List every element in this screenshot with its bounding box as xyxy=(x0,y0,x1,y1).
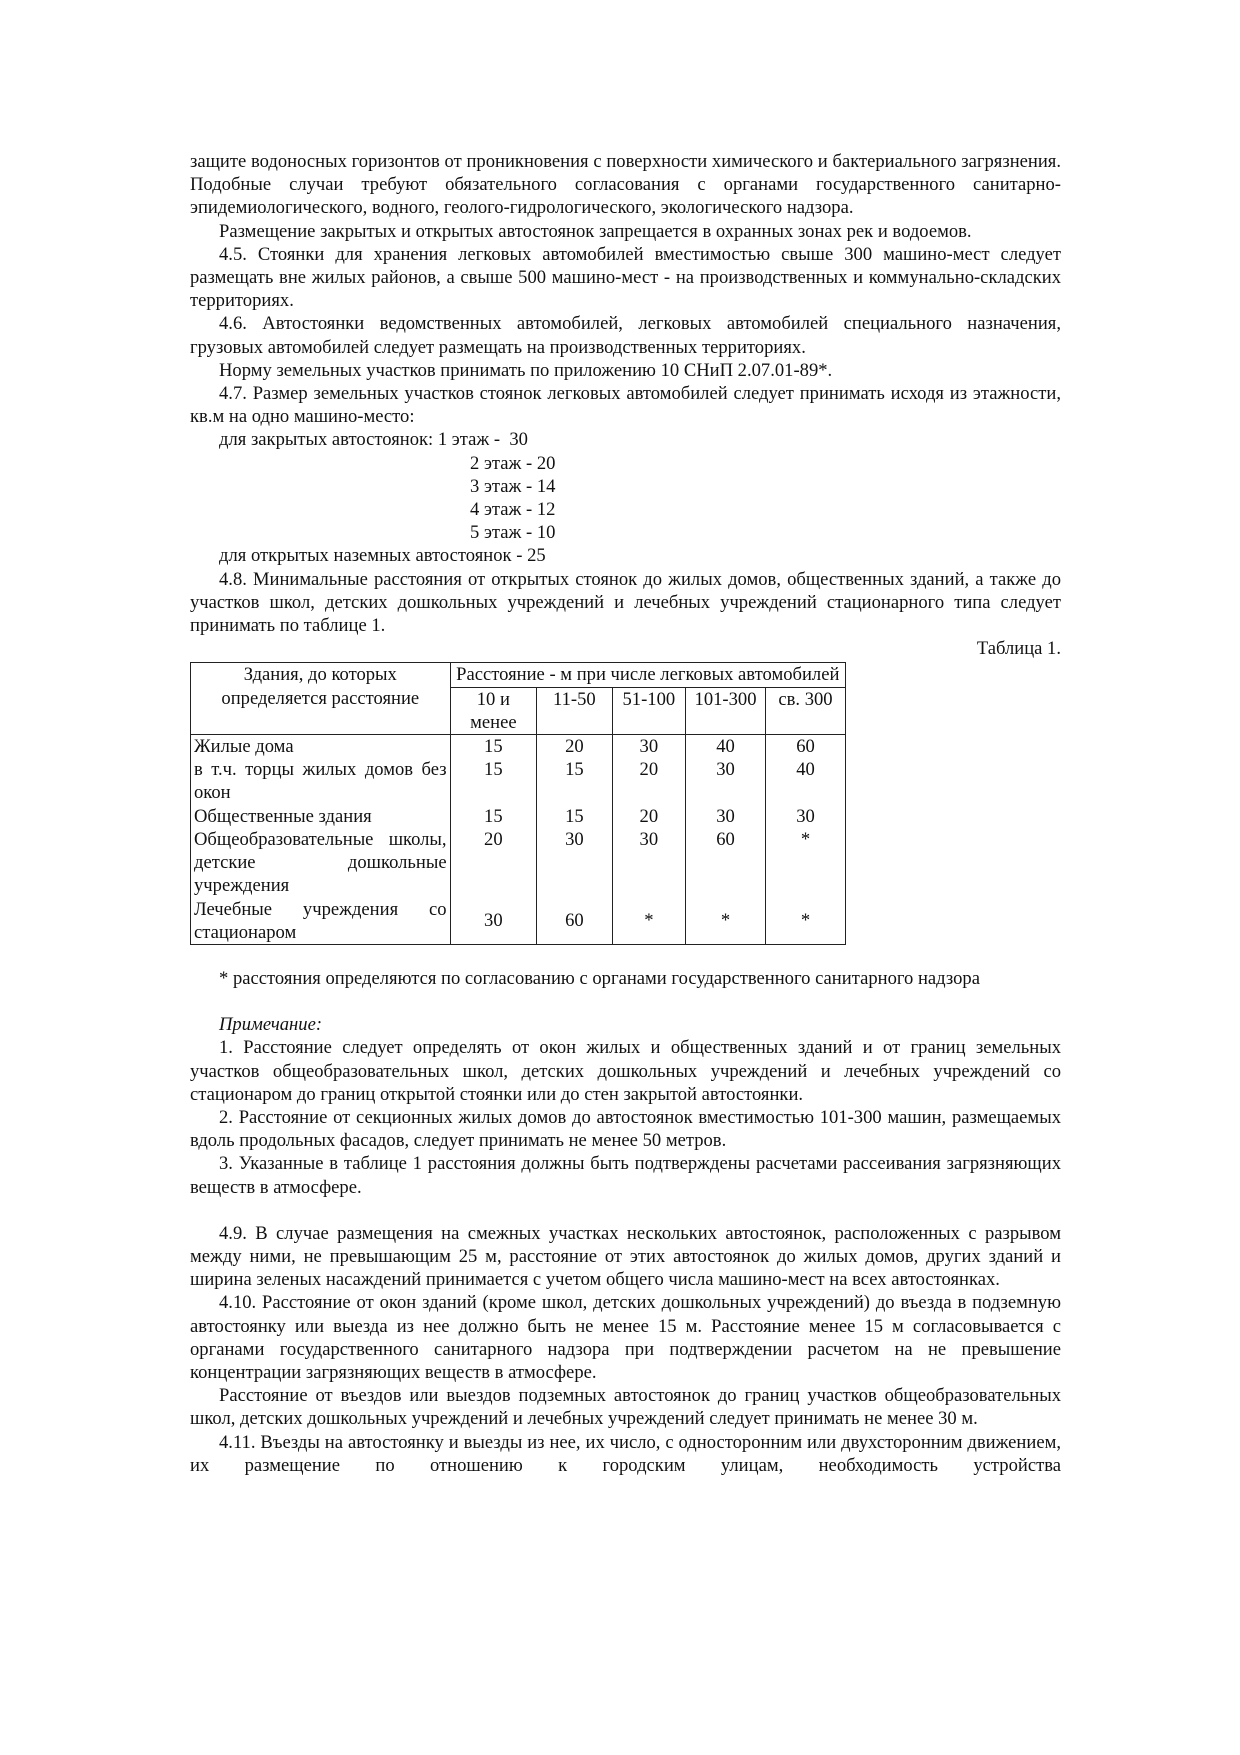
spacer xyxy=(190,990,1061,1013)
table-header-building: Здания, до которых определяется расстояние xyxy=(191,663,451,735)
table-header-distance: Расстояние - м при числе легковых автомобилей xyxy=(450,663,845,687)
table-cell: 30 xyxy=(686,758,766,804)
table-cell: 20 xyxy=(612,805,685,828)
open-parking-norm: для открытых наземных автостоянок - 25 xyxy=(219,545,546,567)
note-1: 1. Расстояние следует определять от окон жилых и общественных зданий и от границ земельных участков общеобразовательных школ, детских дошкольных учреждений и лечебных учреждений со стационаром до границ открытой стоянки или до стен закрытой автостоянки. xyxy=(190,1037,1061,1105)
table-cell: * xyxy=(686,898,766,945)
row-building-name: в т.ч. торцы жилых домов без окон xyxy=(191,758,451,804)
table-cell: 15 xyxy=(450,758,537,804)
paragraph-4-10: 4.10. Расстояние от окон зданий (кроме школ, детских дошкольных учреждений) до въезда в подземную автостоянку или выезда из нее должно быть не менее 15 м. Расстояние менее 15 м согласовывается с органами государственного санитарного надзора при подтверждении расчетом на не превышение концентрации загрязняющих веществ в атмосфере. xyxy=(190,1292,1061,1383)
table-cell: 60 xyxy=(765,735,845,759)
table-cell: 60 xyxy=(537,898,613,945)
table-cell: * xyxy=(612,898,685,945)
paragraph-continuation: защите водоносных горизонтов от проникновения с поверхности химического и бактериального загрязнения. Подобные случаи требуют обязательного согласования с органами государственного санитарно-эпидемиологического, водного, геолого-гидрологического, экологического надзора. xyxy=(190,151,1061,219)
column-header: 101-300 xyxy=(686,687,766,734)
paragraph-entrance-distance: Расстояние от въездов или выездов подземных автостоянок до границ участков общеобразовательных школ, детских дошкольных учреждений и лечебных учреждений следует принимать не менее 30 м. xyxy=(190,1385,1061,1430)
note-3: 3. Указанные в таблице 1 расстояния должны быть подтверждены расчетами рассеивания загрязняющих веществ в атмосфере. xyxy=(190,1153,1061,1198)
paragraph-4-5: 4.5. Стоянки для хранения легковых автомобилей вместимостью свыше 300 машино-мест следует размещать вне жилых районов, а свыше 500 машино-мест - на производственных и коммунально-складских территориях. xyxy=(190,243,1061,312)
table-caption: Таблица 1. xyxy=(976,638,1061,660)
table-row xyxy=(191,735,846,759)
note-title: Примечание: xyxy=(219,1014,323,1036)
note-2: 2. Расстояние от секционных жилых домов до автостоянок вместимостью 101-300 машин, размещаемых вдоль продольных фасадов, следует принимать не менее 50 метров. xyxy=(190,1106,1061,1152)
table-cell: 30 xyxy=(612,828,685,898)
table-cell: 15 xyxy=(450,805,537,828)
table-cell: 20 xyxy=(612,758,685,804)
floor-norms-list xyxy=(190,428,1061,567)
row-building-name: Общественные здания xyxy=(191,805,451,828)
column-header: 10 и менее xyxy=(450,687,537,734)
table-row xyxy=(191,758,846,804)
floor-norm-4: 4 этаж - 12 xyxy=(470,499,556,521)
row-building-name: Общеобразовательные школы, детские дошкольные учреждения xyxy=(191,828,451,898)
floor-norm-1: для закрытых автостоянок: 1 этаж - 30 xyxy=(219,429,528,451)
table-cell: 30 xyxy=(765,805,845,828)
table-cell: * xyxy=(765,828,845,898)
table-cell: 15 xyxy=(450,735,537,759)
row-building-name: Лечебные учреждения со стационаром xyxy=(191,898,451,945)
table-cell: * xyxy=(765,898,845,945)
table-cell: 40 xyxy=(686,735,766,759)
floor-norm-5: 5 этаж - 10 xyxy=(470,522,556,544)
paragraph-4-9: 4.9. В случае размещения на смежных участках нескольких автостоянок, расположенных с разрывом между ними, не превышающим 25 м, расстояние от этих автостоянок до жилых домов, других зданий и ширина зеленых насаждений принимается с учетом общего числа машино-мест на всех автостоянках. xyxy=(190,1222,1061,1291)
paragraph-4-8: 4.8. Минимальные расстояния от открытых стоянок до жилых домов, общественных зданий, а также до участков школ, детских дошкольных учреждений и лечебных учреждений стационарного типа следует принимать по таблице 1. xyxy=(190,568,1061,637)
table-cell: 30 xyxy=(537,828,613,898)
table-row xyxy=(191,805,846,828)
row-building-name: Жилые дома xyxy=(191,735,451,759)
paragraph-4-11: 4.11. Въезды на автостоянку и выезды из нее, их число, с односторонним или двухсторонним движением, их размещение по отношению к городским улицам, необходимость устройства xyxy=(190,1431,1061,1476)
table-cell: 60 xyxy=(686,828,766,898)
table-footnote: * расстояния определяются по согласованию с органами государственного санитарного надзора xyxy=(219,967,980,989)
table-row xyxy=(191,898,846,945)
column-header: 51-100 xyxy=(612,687,685,734)
floor-norm-3: 3 этаж - 14 xyxy=(470,475,556,497)
spacer xyxy=(190,1199,1061,1222)
table-cell: 40 xyxy=(765,758,845,804)
floor-norm-2: 2 этаж - 20 xyxy=(470,452,556,474)
document-page xyxy=(190,150,1061,1477)
column-header: 11-50 xyxy=(537,687,613,734)
table-cell: 30 xyxy=(686,805,766,828)
table-cell: 30 xyxy=(450,898,537,945)
table-cell: 20 xyxy=(450,828,537,898)
table-cell: 15 xyxy=(537,805,613,828)
table-cell: 20 xyxy=(537,735,613,759)
table-row xyxy=(191,828,846,898)
paragraph-4-6: 4.6. Автостоянки ведомственных автомобилей, легковых автомобилей специального назначения, грузовых автомобилей следует размещать на производственных территориях. xyxy=(190,313,1061,358)
table-cell: 15 xyxy=(537,758,613,804)
table-cell: 30 xyxy=(612,735,685,759)
paragraph-parking-prohibition: Размещение закрытых и открытых автостоянок запрещается в охранных зонах рек и водоемов. xyxy=(219,220,972,242)
column-header: св. 300 xyxy=(765,687,845,734)
paragraph-land-norm: Норму земельных участков принимать по приложению 10 СНиП 2.07.01-89*. xyxy=(219,359,833,381)
paragraph-4-7: 4.7. Размер земельных участков стоянок легковых автомобилей следует принимать исходя из этажности, кв.м на одно машино-место: xyxy=(190,383,1061,428)
distance-table xyxy=(190,662,846,944)
